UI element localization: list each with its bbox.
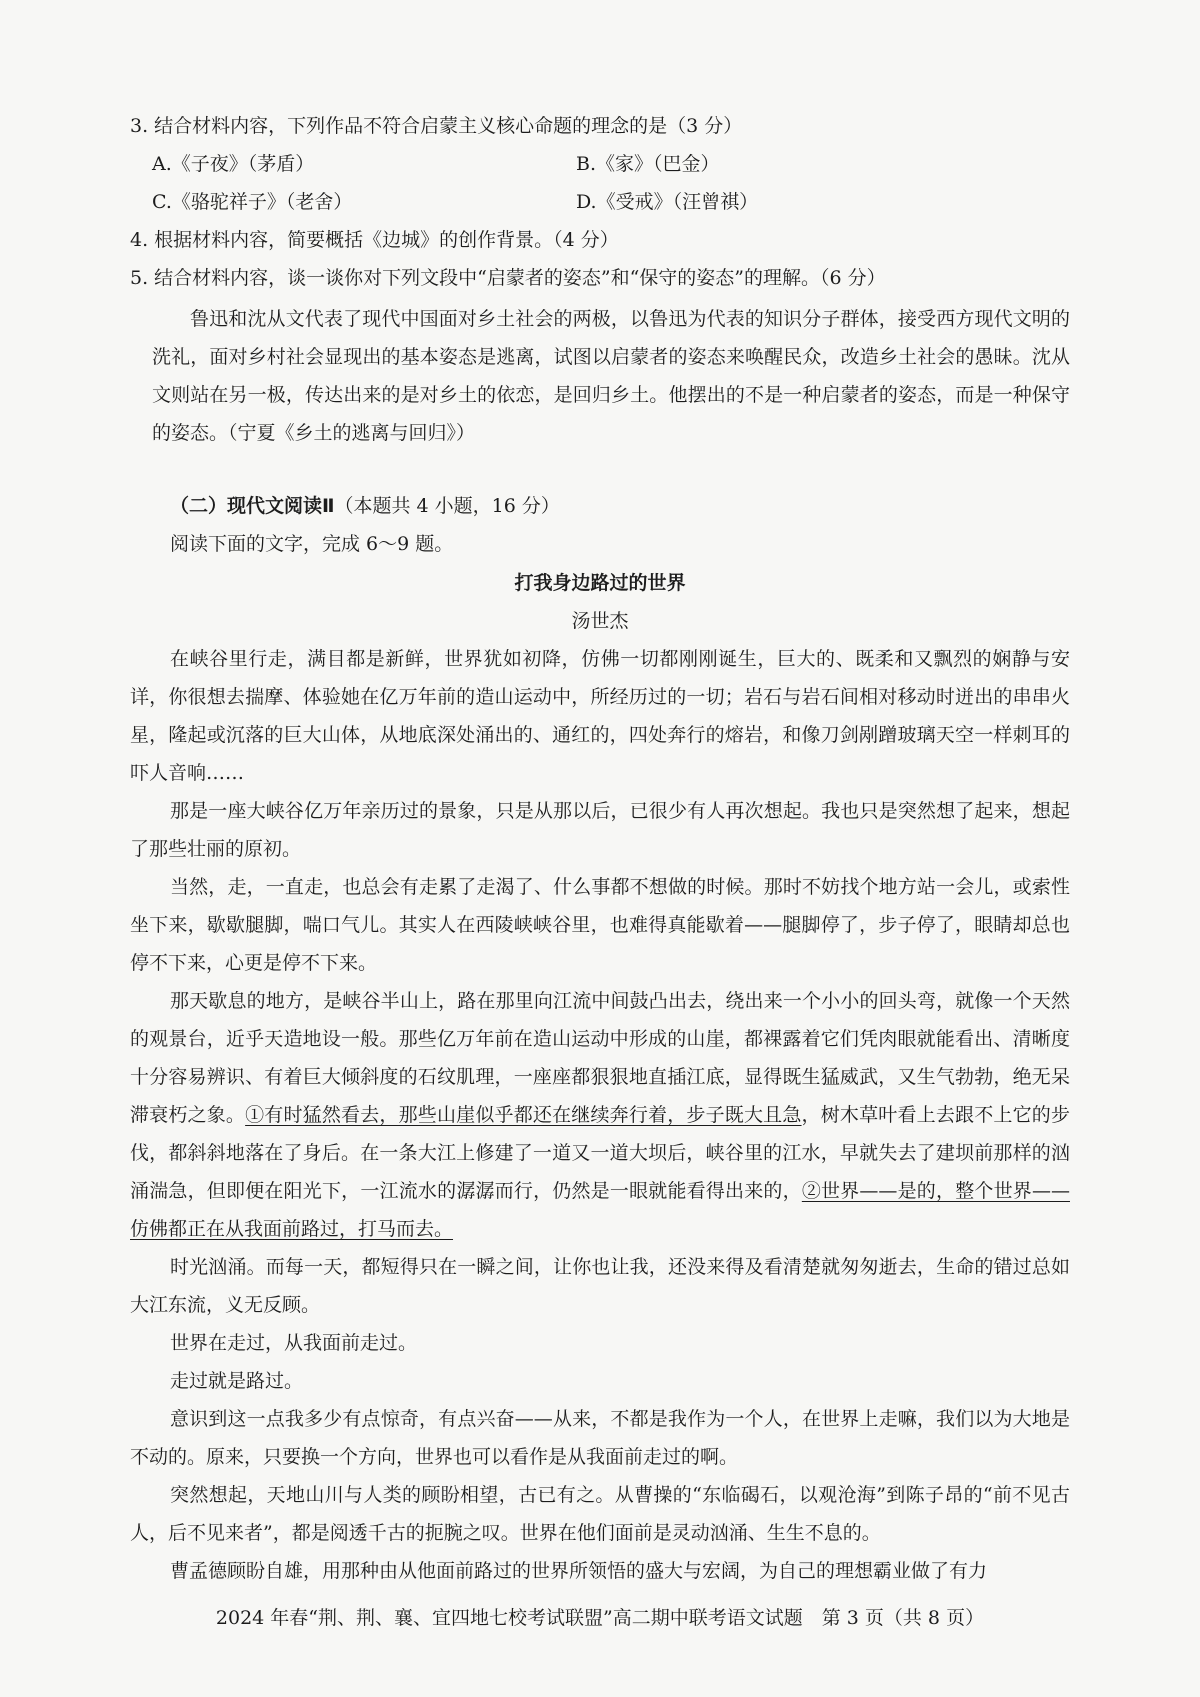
question-3-option-b: B.《家》（巴金） [576, 153, 720, 175]
question-3-option-d: D.《受戒》（汪曾祺） [576, 191, 759, 213]
article-paragraph-4 [130, 982, 1070, 1248]
article-paragraph-4-part-b: ，树木草叶看上去跟不上它的步伐，都斜斜地落在了身后。在一条大江上修建了一道又一道大坝后，峡谷里的江水，早就失去了建坝前那样的汹涌湍急，但即便在阳光下，一江流水的潺潺而行，仍然是一眼就能看得出来的， [130, 1104, 1070, 1202]
article-paragraph-6: 世界在走过，从我面前走过。 [170, 1332, 418, 1354]
page-footer: 2024 年春“荆、荆、襄、宜四地七校考试联盟”高二期中联考语文试题 第 3 页（共 8 页） [215, 1607, 985, 1629]
underlined-sentence-2: ②世界——是的，整个世界——仿佛都正在从我面前路过，打马而去。 [130, 1180, 1070, 1240]
article-paragraph-3: 当然，走，一直走，也总会有走累了走渴了、什么事都不想做的时候。那时不妨找个地方站一会儿，或索性坐下来，歇歇腿脚，喘口气儿。其实人在西陵峡峡谷里，也难得真能歇着——腿脚停了，步子停了，眼睛却总也停不下来，心更是停不下来。 [130, 876, 1070, 974]
section-heading [170, 494, 560, 518]
article-paragraph-7: 走过就是路过。 [170, 1370, 304, 1392]
question-5: 5. 结合材料内容，谈一谈你对下列文段中“启蒙者的姿态”和“保守的姿态”的理解。（6 分） [130, 267, 886, 289]
question-3-option-c: C.《骆驼祥子》（老舍） [152, 191, 353, 213]
article-paragraph-5: 时光汹涌。而每一天，都短得只在一瞬之间，让你也让我，还没来得及看清楚就匆匆逝去，生命的错过总如大江东流，义无反顾。 [130, 1256, 1070, 1316]
question-3-option-a: A.《子夜》（茅盾） [152, 153, 315, 175]
article-paragraph-8: 意识到这一点我多少有点惊奇，有点兴奋——从来，不都是我作为一个人，在世界上走嘛，我们以为大地是不动的。原来，只要换一个方向，世界也可以看作是从我面前走过的啊。 [130, 1408, 1070, 1468]
article-paragraph-9: 突然想起，天地山川与人类的顾盼相望，古已有之。从曹操的“东临碣石，以观沧海”到陈子昂的“前不见古人，后不见来者”，都是阅透千古的扼腕之叹。世界在他们面前是灵动汹涌、生生不息的。 [130, 1484, 1070, 1544]
article-paragraph-4-part-a: 那天歇息的地方，是峡谷半山上，路在那里向江流中间鼓凸出去，绕出来一个小小的回头弯，就像一个天然的观景台，近乎天造地设一般。那些亿万年前在造山运动中形成的山崖，都裸露着它们凭肉眼就能看出、清晰度十分容易辨识、有着巨大倾斜度的石纹肌理，一座座都狠狠地直插江底，显得既生猛威武，又生气勃勃，绝无呆滞衰朽之象。 [130, 990, 1070, 1126]
article-title: 打我身边路过的世界 [514, 572, 686, 594]
question-3-stem: 3. 结合材料内容，下列作品不符合启蒙主义核心命题的理念的是（3 分） [130, 115, 743, 137]
article-paragraph-2: 那是一座大峡谷亿万年亲历过的景象，只是从那以后，已很少有人再次想起。我也只是突然想了起来，想起了那些壮丽的原初。 [130, 800, 1070, 860]
article-author: 汤世杰 [571, 610, 629, 632]
section-heading-title: （二）现代文阅读Ⅱ [170, 495, 335, 517]
question-5-quote: 鲁迅和沈从文代表了现代中国面对乡土社会的两极，以鲁迅为代表的知识分子群体，接受西方现代文明的洗礼，面对乡村社会显现出的基本姿态是逃离，试图以启蒙者的姿态来唤醒民众，改造乡土社会的愚昧。沈从文则站在另一极，传达出来的是对乡土的依恋，是回归乡土。他摆出的不是一种启蒙者的姿态，而是一种保守的姿态。（宁夏《乡土的逃离与回归》） [152, 308, 1070, 444]
section-instruction: 阅读下面的文字，完成 6～9 题。 [170, 533, 454, 555]
underlined-sentence-1: ①有时猛然看去，那些山崖似乎都还在继续奔行着，步子既大且急 [245, 1104, 802, 1126]
article-paragraph-1: 在峡谷里行走，满目都是新鲜，世界犹如初降，仿佛一切都刚刚诞生，巨大的、既柔和又飘烈的娴静与安详，你很想去揣摩、体验她在亿万年前的造山运动中，所经历过的一切；岩石与岩石间相对移动时迸出的串串火星，隆起或沉落的巨大山体，从地底深处涌出的、通红的，四处奔行的熔岩，和像刀剑剐蹭玻璃天空一样刺耳的吓人音响…… [130, 648, 1070, 784]
article-paragraph-10: 曹孟德顾盼自雄，用那种由从他面前路过的世界所领悟的盛大与宏阔，为自己的理想霸业做了有力 [170, 1560, 988, 1582]
question-4: 4. 根据材料内容，简要概括《边城》的创作背景。（4 分） [130, 229, 619, 251]
section-heading-note: （本题共 4 小题，16 分） [334, 495, 560, 517]
